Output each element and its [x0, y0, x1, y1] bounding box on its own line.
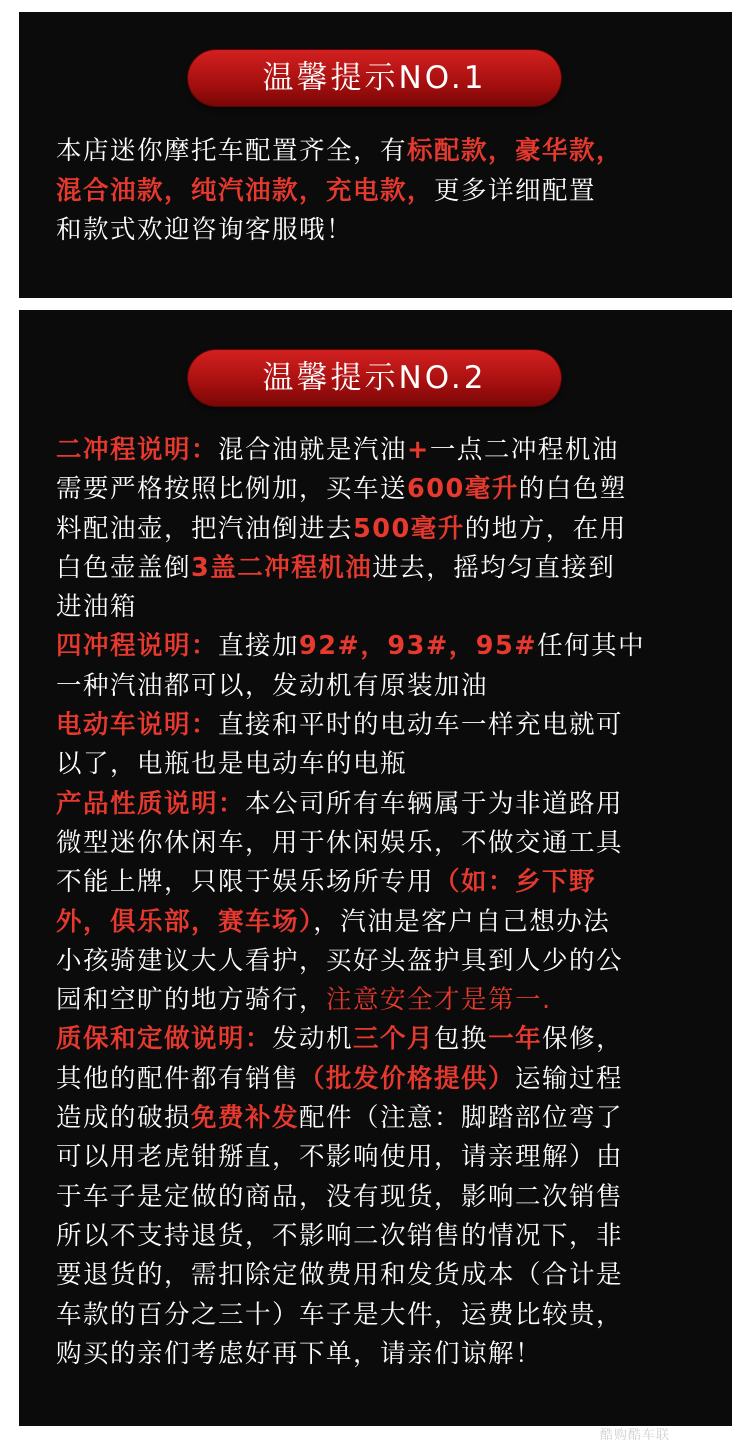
- body-text: 小孩骑建议大人看护，买好头盔护具到人少的公: [56, 945, 624, 976]
- highlight-text: （如：乡下野: [434, 867, 597, 898]
- highlight-text: 标配款，豪华款，: [407, 136, 624, 166]
- text-line: [56, 903, 726, 942]
- text-line: [56, 785, 726, 824]
- body-text: 的白色塑: [518, 474, 627, 505]
- body-text: 发动机: [272, 1024, 354, 1055]
- notice-title-2: 温馨提示NO.2: [188, 350, 561, 406]
- text-line: [56, 942, 726, 981]
- text-line: [56, 172, 726, 212]
- body-text: 料配油壶，把汽油倒进去: [56, 513, 354, 544]
- body-text: 的地方，在用: [464, 513, 627, 544]
- text-line: [56, 470, 726, 509]
- text-line: [56, 1335, 726, 1374]
- text-line: [56, 1060, 726, 1099]
- text-line: [56, 1099, 726, 1138]
- notice-panel-2: [19, 310, 732, 1426]
- body-text: 更多详细配置: [434, 175, 597, 206]
- body-text: 本公司所有车辆属于为非道路用: [245, 788, 624, 819]
- highlight-text: +: [407, 435, 430, 465]
- highlight-text: 免费补发: [191, 1103, 300, 1134]
- body-text: 造成的破损: [56, 1103, 192, 1134]
- body-text: 直接和平时的电动车一样充电就可: [218, 710, 624, 741]
- body-text: 进油箱: [56, 592, 138, 623]
- body-text: 以了，电瓶也是电动车的电瓶: [56, 749, 408, 780]
- text-line: [56, 1296, 726, 1335]
- body-text: 于车子是定做的商品，没有现货，影响二次销售: [56, 1181, 624, 1212]
- body-text: 保修，: [542, 1024, 624, 1055]
- body-text: 混合油就是汽油: [218, 435, 408, 465]
- highlight-text: 注意安全才是第一.: [326, 985, 552, 1016]
- body-text: 进去，摇均匀直接到: [372, 552, 616, 583]
- highlight-text: 500毫升: [353, 513, 465, 544]
- body-text: 园和空旷的地方骑行，: [56, 985, 327, 1016]
- highlight-text: 电动车说明：: [56, 710, 219, 741]
- text-line: [56, 211, 726, 251]
- body-text: 一种汽油都可以，发动机有原装加油: [56, 670, 489, 701]
- highlight-text: 600毫升: [407, 474, 519, 505]
- text-line: [56, 588, 726, 627]
- body-text: 配件（注意：脚踏部位弯了: [299, 1103, 624, 1134]
- highlight-text: 混合油款，纯汽油款，充电款，: [56, 175, 435, 206]
- text-line: [56, 981, 726, 1020]
- watermark: 酷购酷车联: [600, 1428, 671, 1443]
- text-line: [56, 549, 726, 588]
- text-line: [56, 431, 726, 470]
- highlight-text: （批发价格提供）: [299, 1063, 516, 1094]
- body-text: 车款的百分之三十）车子是大件，运费比较贵，: [56, 1299, 624, 1330]
- body-text: 直接加: [218, 631, 300, 662]
- text-line: [56, 1217, 726, 1256]
- notice-panel-1: [19, 12, 732, 298]
- body-text: 一点二冲程机油: [429, 435, 619, 465]
- body-text: 需要严格按照比例加，买车送: [56, 474, 408, 505]
- text-line: [56, 706, 726, 745]
- text-line: [56, 1256, 726, 1295]
- highlight-text: 一年: [488, 1024, 543, 1055]
- highlight-text: 产品性质说明：: [56, 788, 246, 819]
- body-text: 运输过程: [515, 1063, 624, 1094]
- text-line: [56, 745, 726, 784]
- highlight-text: 3盖二冲程机油: [191, 552, 373, 583]
- text-line: [56, 510, 726, 549]
- body-text: 其他的配件都有销售: [56, 1063, 300, 1094]
- highlight-text: 四冲程说明：: [56, 631, 219, 662]
- body-text: 购买的亲们考虑好再下单，请亲们谅解！: [56, 1338, 543, 1369]
- text-line: [56, 132, 726, 172]
- body-text: 和款式欢迎咨询客服哦！: [56, 215, 354, 245]
- text-line: [56, 824, 726, 863]
- body-text: 包换: [434, 1024, 489, 1055]
- notice-body-2: [56, 431, 726, 1374]
- highlight-text: 二冲程说明：: [56, 435, 219, 465]
- body-text: ，汽油是客户自己想办法: [313, 906, 611, 937]
- body-text: 不能上牌，只限于娱乐场所专用: [56, 867, 435, 898]
- body-text: 任何其中: [537, 631, 646, 662]
- text-line: [56, 1138, 726, 1177]
- text-line: [56, 863, 726, 902]
- highlight-text: 质保和定做说明：: [56, 1024, 273, 1055]
- text-line: [56, 667, 726, 706]
- body-text: 要退货的，需扣除定做费用和发货成本（合计是: [56, 1260, 624, 1291]
- highlight-text: 外，俱乐部，赛车场）: [56, 906, 314, 937]
- notice-title-1: 温馨提示NO.1: [188, 50, 561, 106]
- highlight-text: 三个月: [353, 1024, 435, 1055]
- body-text: 微型迷你休闲车，用于休闲娱乐，不做交通工具: [56, 827, 624, 858]
- text-line: [56, 1020, 726, 1059]
- notice-body-1: [56, 132, 726, 251]
- body-text: 白色壶盖倒: [56, 552, 192, 583]
- highlight-text: 92#，93#，95#: [299, 631, 538, 662]
- body-text: 本店迷你摩托车配置齐全，有: [56, 136, 408, 166]
- body-text: 所以不支持退货，不影响二次销售的情况下，非: [56, 1220, 624, 1251]
- body-text: 可以用老虎钳掰直，不影响使用，请亲理解）由: [56, 1142, 624, 1173]
- text-line: [56, 1178, 726, 1217]
- text-line: [56, 627, 726, 666]
